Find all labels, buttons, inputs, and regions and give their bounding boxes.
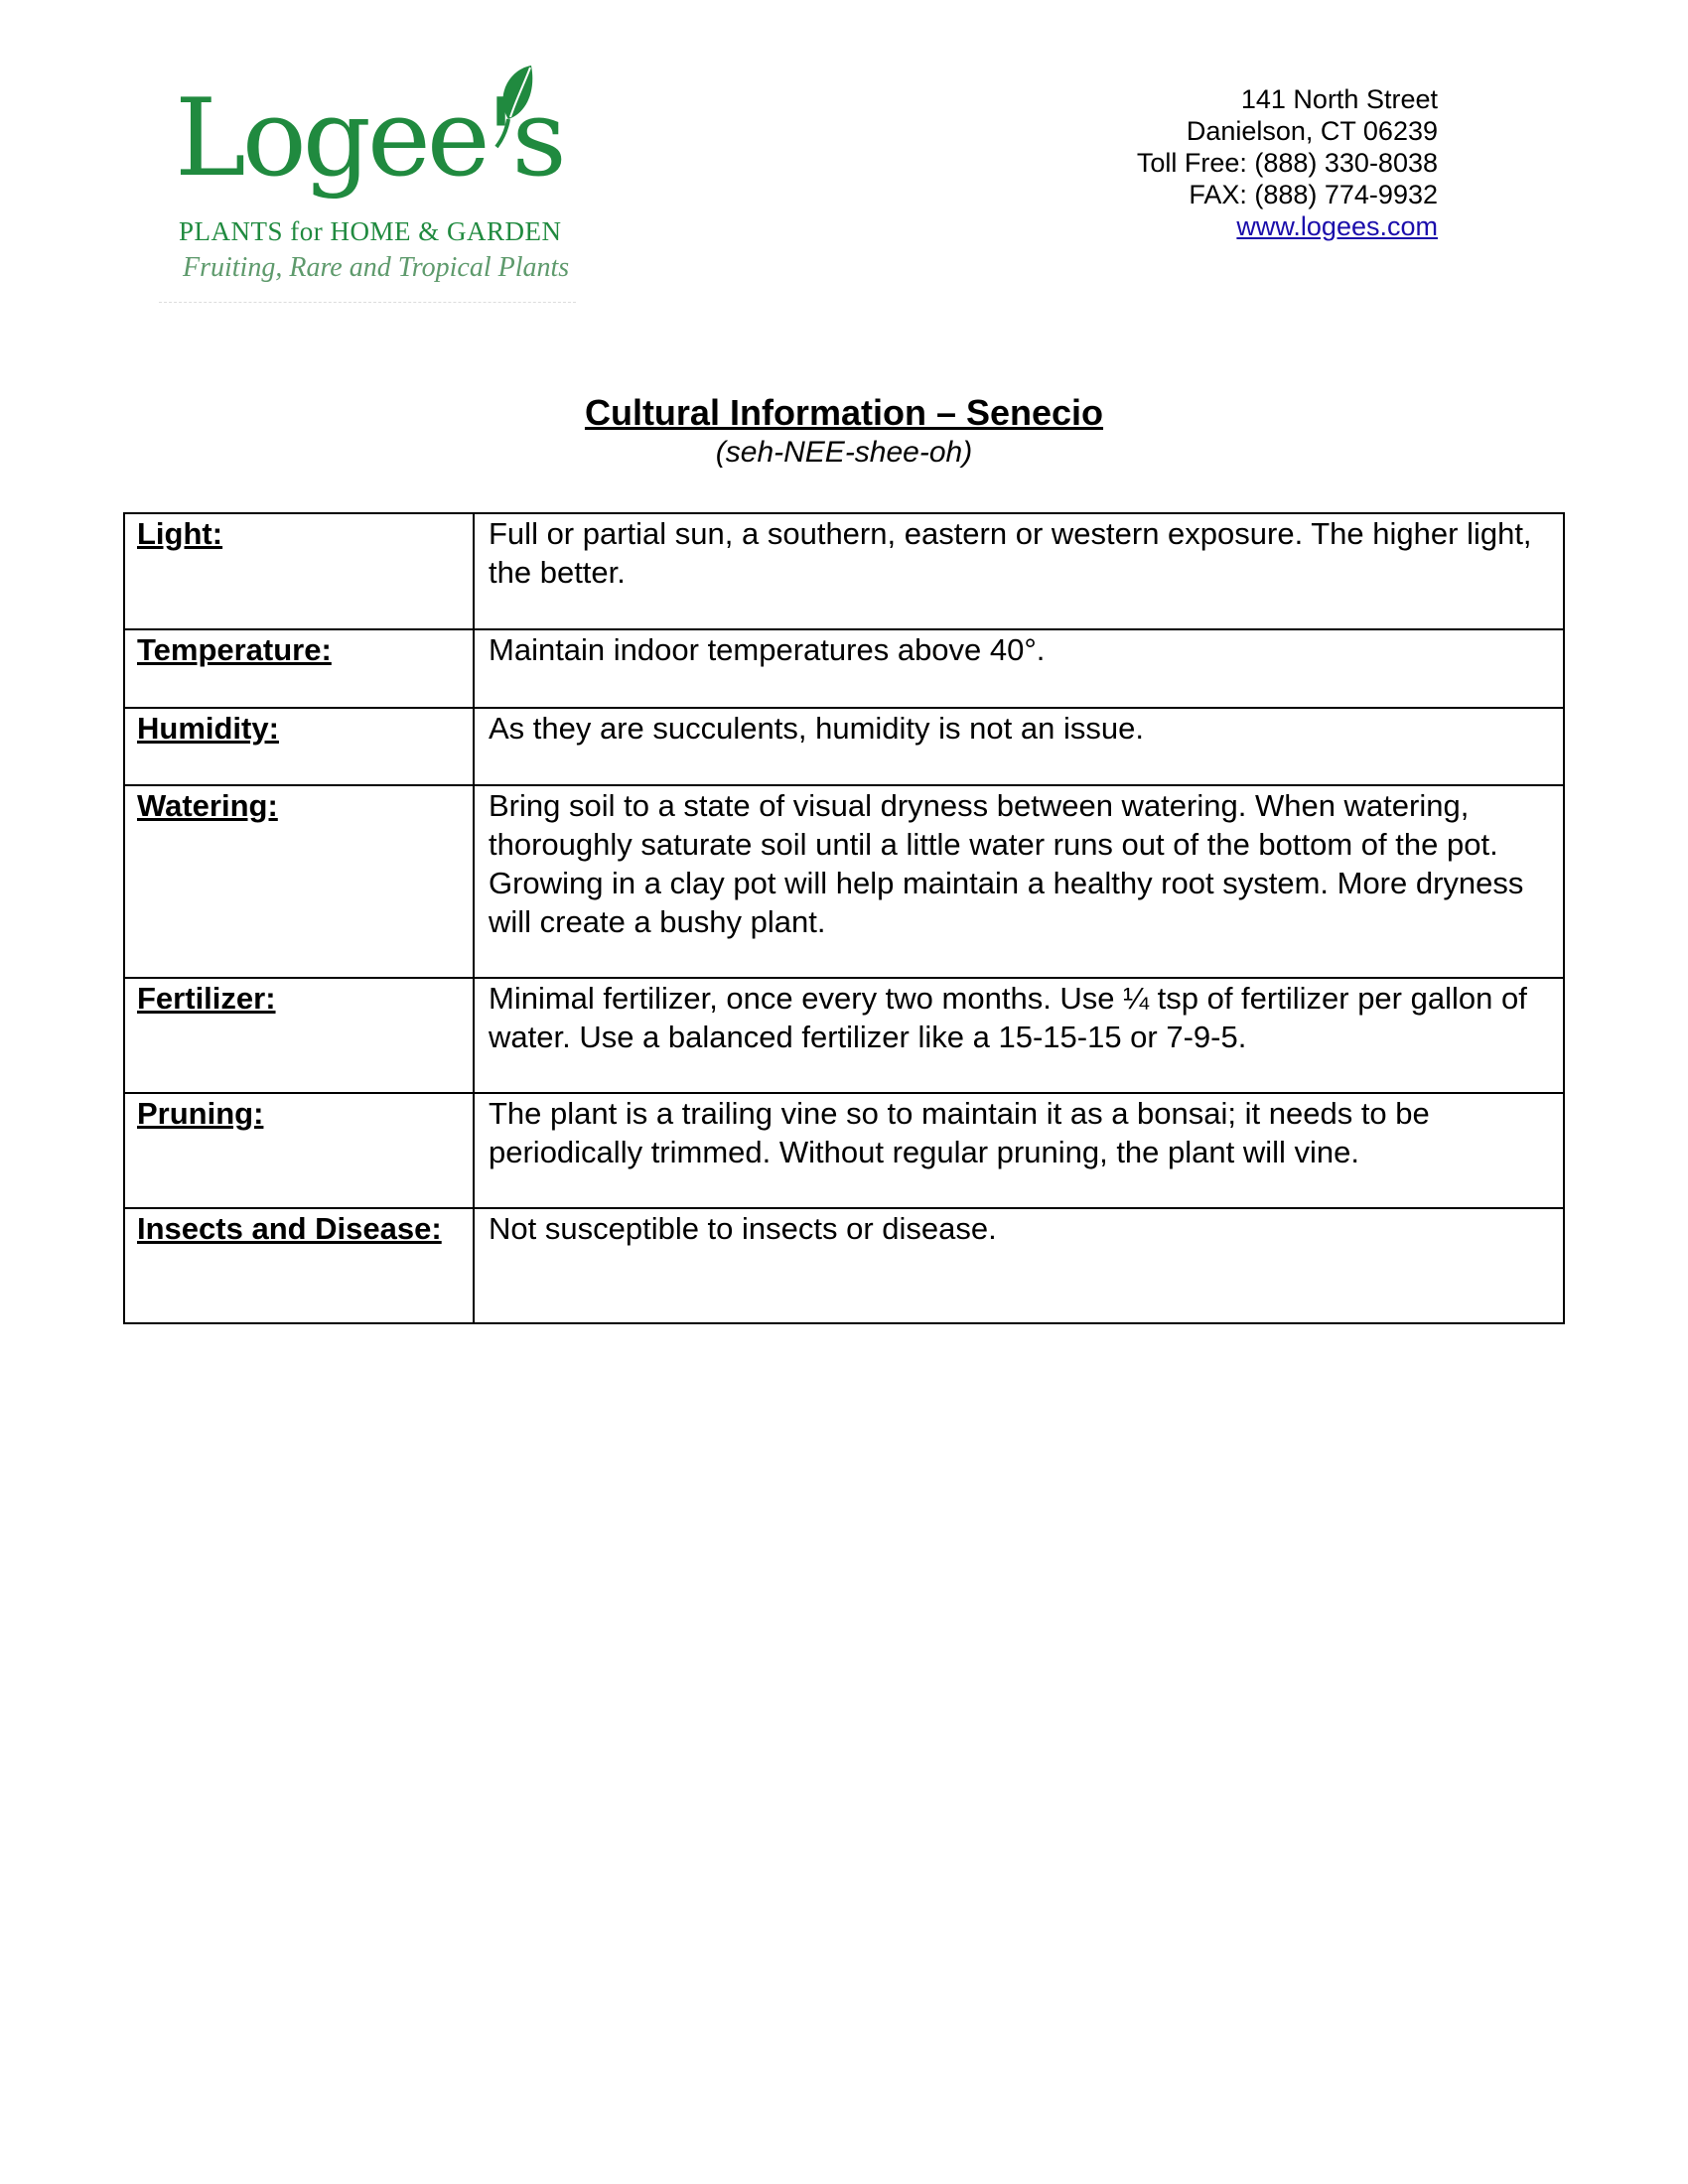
row-text: Full or partial sun, a southern, eastern or western exposure. The higher light, the better. <box>474 513 1564 629</box>
logo-divider <box>159 302 576 303</box>
table-row <box>124 785 1564 978</box>
toll-free-phone: Toll Free: (888) 330-8038 <box>1136 148 1438 178</box>
table-row <box>124 978 1564 1093</box>
table-row <box>124 513 1564 629</box>
table-row <box>124 629 1564 708</box>
row-label: Fertilizer: <box>124 978 474 1093</box>
logo-subtagline: Fruiting, Rare and Tropical Plants <box>183 252 570 283</box>
street-address: 141 North Street <box>1240 84 1438 114</box>
row-text: The plant is a trailing vine so to maintain it as a bonsai; it needs to be periodically trimmed. Without regular pruning, the plant will vine. <box>474 1093 1564 1208</box>
cultural-info-table <box>123 512 1565 1324</box>
contact-address <box>1137 83 1438 242</box>
table-row <box>124 708 1564 785</box>
row-text: Minimal fertilizer, once every two months. Use ¼ tsp of fertilizer per gallon of water. Use a balanced fertilizer like a 15-15-15 or 7-9-5. <box>474 978 1564 1093</box>
row-label: Pruning: <box>124 1093 474 1208</box>
logees-logo <box>159 58 576 316</box>
logo-tagline: PLANTS for HOME & GARDEN <box>179 216 562 246</box>
city-state-zip: Danielson, CT 06239 <box>1186 116 1438 146</box>
row-text: Bring soil to a state of visual dryness between watering. When watering, thoroughly saturate soil until a little water runs out of the bottom of the pot. Growing in a clay pot will help maintain a healthy root system. More dryness will create a bushy plant. <box>474 785 1564 978</box>
pronunciation: (seh-NEE-shee-oh) <box>715 436 973 469</box>
table-row <box>124 1208 1564 1323</box>
page-title: Cultural Information – Senecio <box>584 392 1104 433</box>
row-text: Not susceptible to insects or disease. <box>474 1208 1564 1323</box>
row-label: Light: <box>124 513 474 629</box>
row-label: Humidity: <box>124 708 474 785</box>
row-text: As they are succulents, humidity is not an issue. <box>474 708 1564 785</box>
table-row <box>124 1093 1564 1208</box>
row-label: Temperature: <box>124 629 474 708</box>
website-link[interactable]: www.logees.com <box>1236 211 1438 241</box>
fax-number: FAX: (888) 774-9932 <box>1189 180 1438 209</box>
row-label: Watering: <box>124 785 474 978</box>
row-text: Maintain indoor temperatures above 40°. <box>474 629 1564 708</box>
logo-brand-name: Logee's <box>175 76 563 201</box>
row-label: Insects and Disease: <box>124 1208 474 1323</box>
